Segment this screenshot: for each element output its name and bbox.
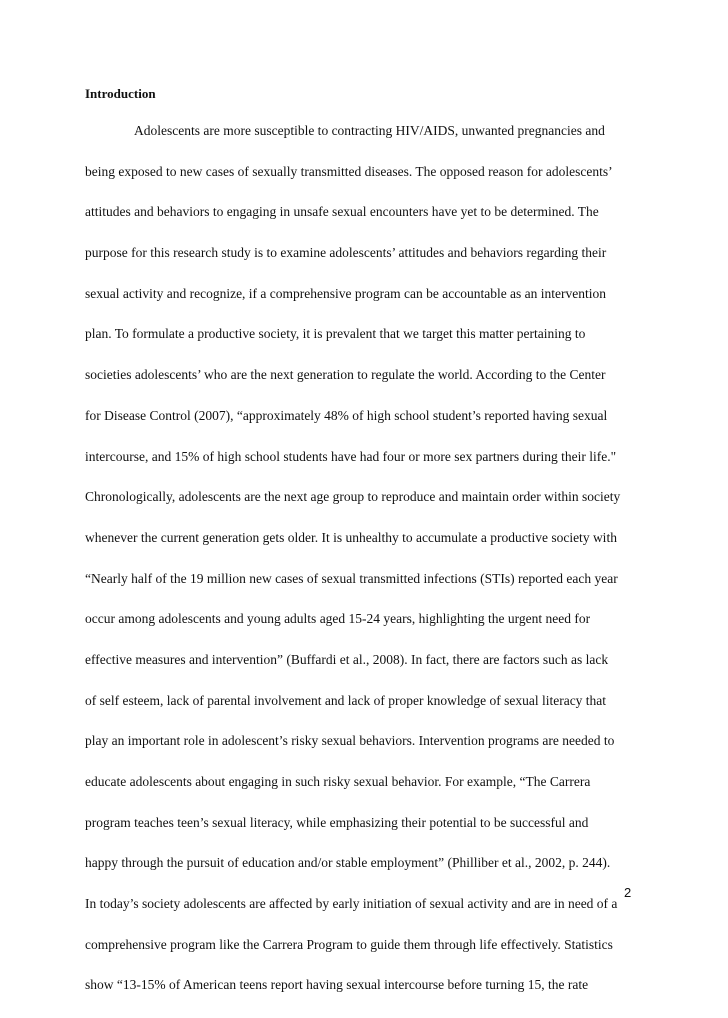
- body-line: whenever the current generation gets older. It is unhealthy to accumulate a productive society with: [85, 529, 617, 545]
- body-line: program teaches teen’s sexual literacy, while emphasizing their potential to be successful and: [85, 814, 589, 830]
- body-line: play an important role in adolescent’s risky sexual behaviors. Intervention programs are needed to: [85, 733, 615, 749]
- body-text: [85, 123, 645, 1018]
- page-number: 2: [624, 885, 632, 900]
- body-line: occur among adolescents and young adults aged 15-24 years, highlighting the urgent need for: [85, 611, 591, 627]
- body-line: purpose for this research study is to examine adolescents’ attitudes and behaviors regarding their: [85, 245, 607, 261]
- body-line: happy through the pursuit of education and/or stable employment” (Philliber et al., 2002, p. 244).: [85, 855, 611, 871]
- body-line: Adolescents are more susceptible to contracting HIV/AIDS, unwanted pregnancies and: [134, 123, 605, 138]
- body-line: for Disease Control (2007), “approximately 48% of high school student’s reported having sexual: [85, 407, 608, 423]
- body-line: being exposed to new cases of sexually transmitted diseases. The opposed reason for adolescents’: [85, 163, 613, 179]
- body-line: sexual activity and recognize, if a comprehensive program can be accountable as an intervention: [85, 285, 607, 301]
- body-line: attitudes and behaviors to engaging in unsafe sexual encounters have yet to be determined. The: [85, 204, 599, 220]
- body-line: “Nearly half of the 19 million new cases of sexual transmitted infections (STIs) reported each year: [85, 570, 618, 586]
- section-heading: Introduction: [85, 86, 156, 101]
- body-line: show “13-15% of American teens report having sexual intercourse before turning 15, the rate: [85, 977, 589, 993]
- body-line: of self esteem, lack of parental involvement and lack of proper knowledge of sexual literacy that: [85, 692, 607, 708]
- body-line: educate adolescents about engaging in such risky sexual behavior. For example, “The Carrera: [85, 774, 591, 789]
- body-line: Chronologically, adolescents are the next age group to reproduce and maintain order within society: [85, 489, 621, 505]
- body-line: plan. To formulate a productive society, it is prevalent that we target this matter pertaining to: [85, 326, 586, 342]
- body-line: societies adolescents’ who are the next generation to regulate the world. According to the Center: [85, 367, 606, 383]
- body-line: In today’s society adolescents are affected by early initiation of sexual activity and are in need of a: [85, 896, 618, 912]
- body-line: intercourse, and 15% of high school students have had four or more sex partners during their life.": [85, 448, 617, 464]
- body-line: comprehensive program like the Carrera Program to guide them through life effectively. Statistics: [85, 936, 613, 952]
- body-line: effective measures and intervention” (Buffardi et al., 2008). In fact, there are factors such as lack: [85, 651, 609, 667]
